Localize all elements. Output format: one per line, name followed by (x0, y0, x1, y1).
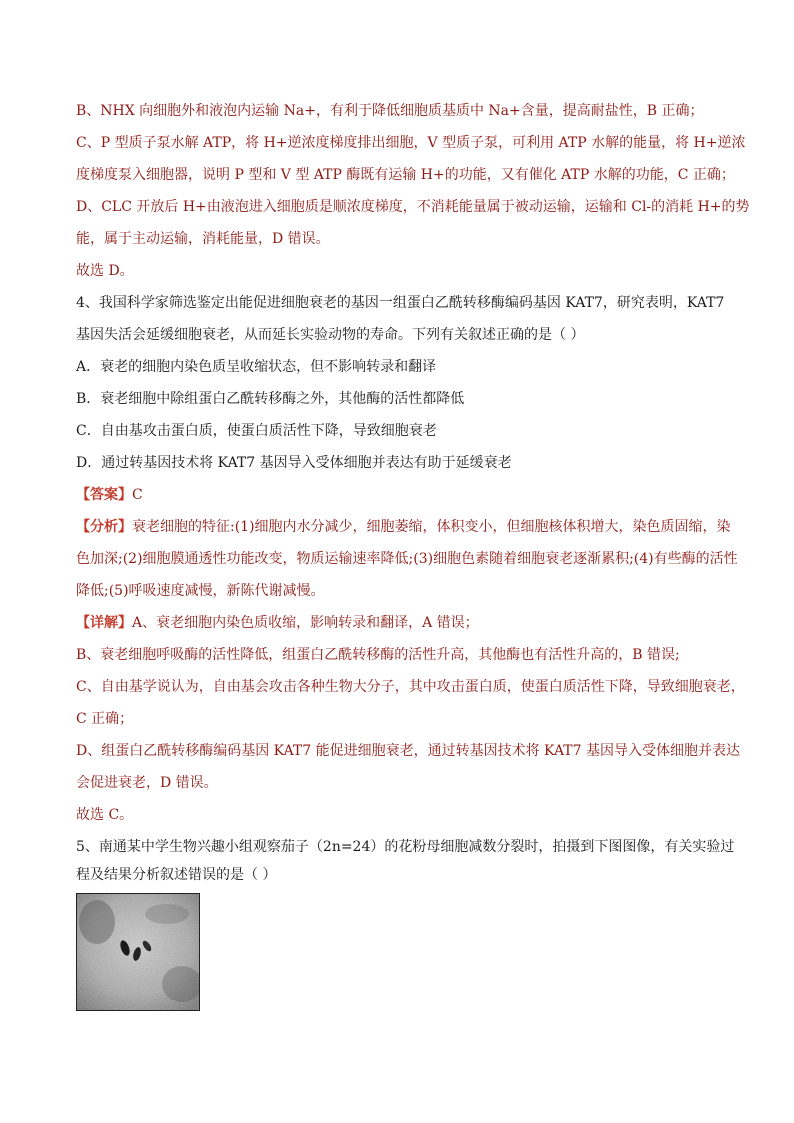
detail-line1 (76, 613, 479, 633)
question-4-line2: 基因失活会延缓细胞衰老，从而延长实验动物的寿命。下列有关叙述正确的是（ ） (76, 327, 585, 343)
explanation-d-line1: D、CLC 开放后 H+由液泡进入细胞质是顺浓度梯度，不消耗能量属于被动运输，运输和 Cl-的消耗 H+的势 (76, 199, 750, 215)
detail-text-1: A、衰老细胞内染色质收缩，影响转录和翻译，A 错误； (132, 615, 479, 631)
analysis-line3: 降低;(5)呼吸速度减慢，新陈代谢减慢。 (76, 583, 325, 599)
detail-tag: 【详解】 (76, 615, 132, 631)
option-a: A．衰老的细胞内染色质呈收缩状态，但不影响转录和翻译 (76, 359, 437, 375)
answer-line (76, 485, 143, 505)
explanation-b: B、NHX 向细胞外和液泡内运输 Na+，有利于降低细胞质基质中 Na+含量，提高耐盐性，B 正确； (76, 103, 704, 119)
analysis-line2: 色加深;(2)细胞膜通透性功能改变，物质运输速率降低;(3)细胞色素随着细胞衰老逐渐累积;(4)有些酶的活性 (76, 551, 738, 567)
question-5-line1: 5、南通某中学生物兴趣小组观察茄子（2n=24）的花粉母细胞减数分裂时，拍摄到下图图像，有关实验过 (76, 839, 735, 855)
choose-c: 故选 C。 (76, 807, 134, 823)
option-d: D．通过转基因技术将 KAT7 基因导入受体细胞并表达有助于延缓衰老 (76, 455, 512, 471)
detail-line5: D、组蛋白乙酰转移酶编码基因 KAT7 能促进细胞衰老，通过转基因技术将 KAT7 基因导入受体细胞并表达 (76, 743, 740, 759)
option-c: C．自由基攻击蛋白质，使蛋白质活性下降，导致细胞衰老 (76, 423, 437, 439)
analysis-tag: 【分析】 (76, 519, 132, 535)
detail-line2: B、衰老细胞呼吸酶的活性降低，组蛋白乙酰转移酶的活性升高，其他酶也有活性升高的，B 错误; (76, 647, 680, 663)
explanation-d-line2: 能，属于主动运输，消耗能量，D 错误。 (76, 231, 330, 247)
answer-tag: 【答案】 (76, 487, 132, 503)
micrograph-image (76, 893, 200, 1011)
explanation-c-line2: 度梯度泵入细胞器，说明 P 型和 V 型 ATP 酶既有运输 H+的功能，又有催化 ATP 水解的功能，C 正确； (76, 167, 735, 183)
question-4-line1: 4、我国科学家筛选鉴定出能促进细胞衰老的基因一组蛋白乙酰转移酶编码基因 KAT7，研究表明，KAT7 (76, 295, 725, 311)
detail-line6: 会促进衰老，D 错误。 (76, 775, 218, 791)
question-5-line2: 程及结果分析叙述错误的是（ ） (76, 867, 277, 883)
detail-line4: C 正确； (76, 711, 134, 727)
explanation-c-line1: C、P 型质子泵水解 ATP，将 H+逆浓度梯度排出细胞，V 型质子泵，可利用 ATP 水解的能量，将 H+逆浓 (76, 135, 746, 151)
option-b: B．衰老细胞中除组蛋白乙酰转移酶之外，其他酶的活性都降低 (76, 391, 465, 407)
analysis-line1 (76, 517, 731, 537)
choose-d: 故选 D。 (76, 263, 134, 279)
detail-line3: C、自由基学说认为，自由基会攻击各种生物大分子，其中攻击蛋白质，使蛋白质活性下降，导致细胞衰老， (76, 679, 745, 695)
answer-value: C (132, 487, 143, 503)
analysis-text-1: 衰老细胞的特征:(1)细胞内水分减少，细胞萎缩，体积变小，但细胞核体积增大，染色质固缩，染 (132, 519, 731, 535)
